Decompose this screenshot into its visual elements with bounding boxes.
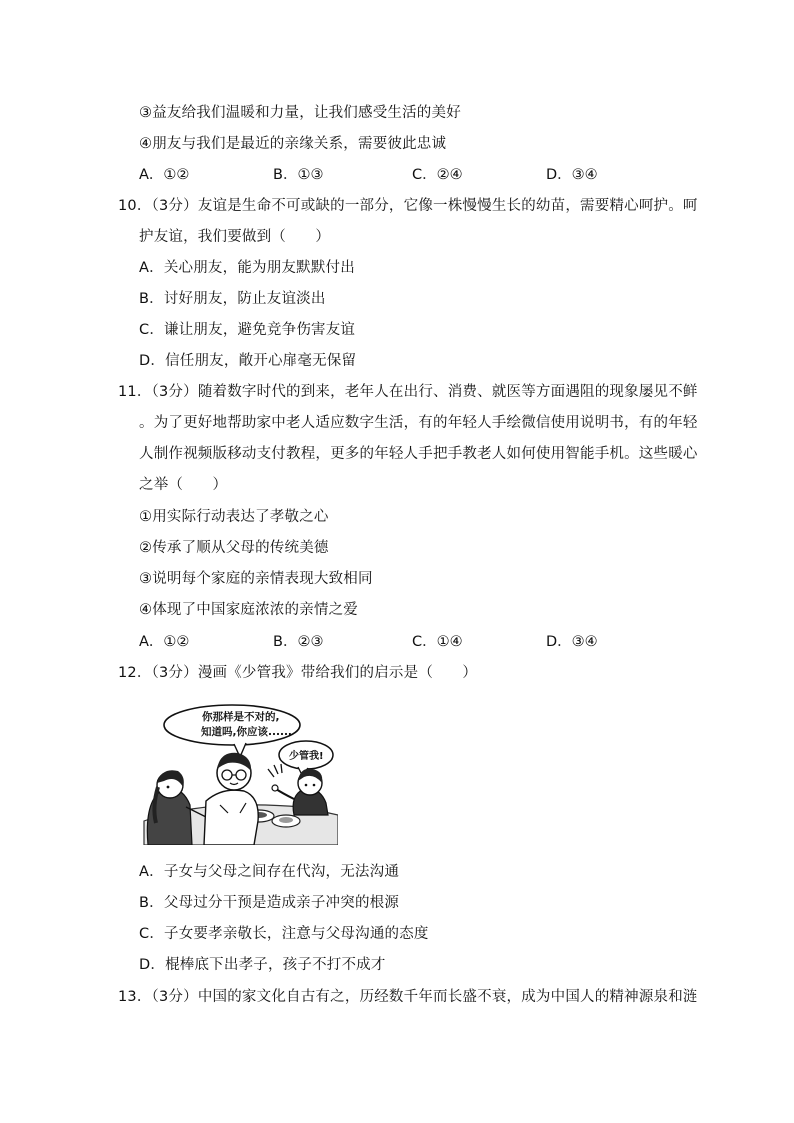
bubble-child-text: 少管我! xyxy=(289,751,324,762)
q9-option-a: A．①② xyxy=(139,167,190,183)
q10-option-a: A．关心朋友，能为朋友默默付出 xyxy=(139,260,355,276)
comic-drawing xyxy=(142,703,338,845)
q11-option-b: B．②③ xyxy=(273,634,324,650)
q11-statement-4: ④体现了中国家庭浓浓的亲情之爱 xyxy=(139,602,358,618)
bubble-father-line-1: 你那样是不对的, xyxy=(202,711,280,723)
q11-option-d: D．③④ xyxy=(546,634,598,650)
q9-option-d: D．③④ xyxy=(546,167,598,183)
q12-stem-line-1: 12．（3分）漫画《少管我》带给我们的启示是（ ） xyxy=(118,665,478,681)
q11-option-a: A．①② xyxy=(139,634,190,650)
q11-stem-line-4: 之举（ ） xyxy=(139,477,228,493)
q10-option-b: B．讨好朋友，防止友谊淡出 xyxy=(139,291,326,307)
q13-stem-line-1: 13．（3分）中国的家文化自古有之，历经数千年而长盛不衰，成为中国人的精神源泉和涟 xyxy=(118,989,698,1005)
q9-statement-3: ③益友给我们温暖和力量，让我们感受生活的美好 xyxy=(139,105,461,121)
q12-option-b: B．父母过分干预是造成亲子冲突的根源 xyxy=(139,895,400,911)
q12-option-c: C．子女要孝亲敬长，注意与父母沟通的态度 xyxy=(139,926,429,942)
q11-stem-line-2: 。为了更好地帮助家中老人适应数字生活，有的年轻人手绘微信使用说明书，有的年轻 xyxy=(139,415,698,431)
q11-statement-2: ②传承了顺从父母的传统美德 xyxy=(139,540,329,556)
q9-statement-4: ④朋友与我们是最近的亲缘关系，需要彼此忠诚 xyxy=(139,136,447,152)
q10-stem-line-1: 10．（3分）友谊是生命不可或缺的一部分，它像一株慢慢生长的幼苗，需要精心呵护。呵 xyxy=(118,198,698,214)
q11-option-c: C．①④ xyxy=(412,634,463,650)
q10-stem-line-2: 护友谊，我们要做到（ ） xyxy=(139,229,331,245)
q11-statement-3: ③说明每个家庭的亲情表现大致相同 xyxy=(139,571,373,587)
comic-illustration xyxy=(142,703,338,845)
q12-option-d: D．棍棒底下出孝子，孩子不打不成才 xyxy=(139,957,386,973)
q11-statement-1: ①用实际行动表达了孝敬之心 xyxy=(139,509,329,525)
q12-option-a: A．子女与父母之间存在代沟，无法沟通 xyxy=(139,864,400,880)
q10-option-c: C．谦让朋友，避免竞争伤害友谊 xyxy=(139,322,356,338)
q11-stem-line-3: 人制作视频版移动支付教程，更多的年轻人手把手教老人如何使用智能手机。这些暖心 xyxy=(139,446,698,462)
bubble-father-line-2: 知道吗,你应该...... xyxy=(201,726,292,738)
q11-stem-line-1: 11．（3分）随着数字时代的到来，老年人在出行、消费、就医等方面遇阻的现象屡见不鲜 xyxy=(118,384,698,400)
q9-option-b: B．①③ xyxy=(273,167,324,183)
q10-option-d: D．信任朋友，敞开心扉毫无保留 xyxy=(139,353,357,369)
q9-option-c: C．②④ xyxy=(412,167,463,183)
